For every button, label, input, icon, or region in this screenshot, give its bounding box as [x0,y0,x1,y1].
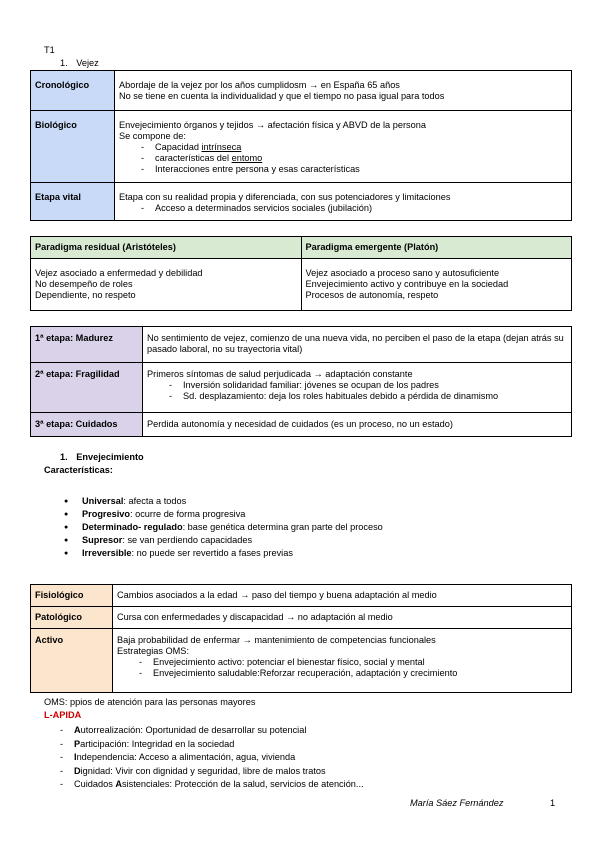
table-header-row [31,237,572,259]
list-item: - Envejecimiento activo: potenciar el bienestar físico, social y mental [139,657,567,668]
table-row [31,363,572,413]
characteristics-list [60,496,383,561]
characteristics-label: Características: [44,465,113,475]
column-header: Paradigma residual (Aristóteles) [31,237,302,259]
row-label: 2ª etapa: Fragilidad [31,363,143,413]
row-label: Cronológico [31,71,115,111]
list-item: - Inversión solidaridad familiar: jóvenes se ocupan de los padres [169,380,567,391]
text-line: Envejecimiento órganos y tejidos → afectación física y ABVD de la persona [119,120,426,130]
list-item: - Acceso a determinados servicios sociales (jubilación) [141,203,567,214]
vejez-perspectives-table [30,70,572,221]
sub-list [119,203,567,214]
section-heading-envejecimiento [60,452,144,463]
list-item: ● Supresor: se van perdiendo capacidades [60,535,383,548]
document-tag: T1 [44,45,55,55]
list-item: - Envejecimiento saludable:Reforzar recuperación, adaptación y crecimiento [139,668,567,679]
list-item: - características del entomo [141,153,567,164]
sub-list [117,657,567,679]
section-heading-vejez [60,58,99,69]
table-row [31,607,572,629]
list-item: - Independencia: Acceso a alimentación, agua, vivienda [60,752,364,766]
row-label: 1ª etapa: Madurez [31,327,143,363]
row-label: Biológico [31,111,115,183]
list-item: ● Progresivo: ocurre de forma progresiva [60,509,383,522]
list-item: ● Universal: afecta a todos [60,496,383,509]
list-item: ● Determinado- regulado: base genética determina gran parte del proceso [60,522,383,535]
lapida-title: L-APIDA [44,710,82,720]
heading-number: 1. [60,452,68,462]
heading-title: Envejecimiento [76,452,144,462]
list-item: - Cuidados Asistenciales: Protección de la salud, servicios de atención... [60,779,364,793]
list-item: - Capacidad intrínseca [141,142,567,153]
table-row [31,183,572,221]
table-row [31,111,572,183]
page-number: 1 [550,798,556,808]
row-label: Activo [31,629,113,693]
paradigm-table [30,236,572,311]
row-label: Etapa vital [31,183,115,221]
footer-author: María Sáez Fernández [410,798,504,808]
heading-number: 1. [60,58,68,68]
oms-note: OMS: ppios de atención para las personas mayores [44,697,256,707]
left-cell: Vejez asociado a enfermedad y debilidad No desempeño de roles Dependiente, no respeto [31,259,302,311]
column-header: Paradigma emergente (Platón) [301,237,572,259]
text-line: Se compone de: [119,131,186,141]
list-item: - Participación: Integridad en la sociedad [60,739,364,753]
text-line: No se tiene en cuenta la individualidad y que el tiempo no pasa igual para todos [119,91,445,101]
list-item: - Sd. desplazamiento: deja los roles habituales debido a pérdida de dinamismo [169,391,567,402]
table-row [31,71,572,111]
sub-list [147,380,567,402]
table-row [31,327,572,363]
row-content: Cursa con enfermedades y discapacidad → no adaptación al medio [113,607,572,629]
aging-types-table [30,584,572,693]
text-line: Abordaje de la vejez por los años cumplidosm → en España 65 años [119,80,400,90]
row-content [115,111,572,183]
right-cell: Vejez asociado a proceso sano y autosuficiente Envejecimiento activo y contribuye en la sociedad Procesos de autonomía, respeto [301,259,572,311]
list-item: - Dignidad: Vivir con dignidad y seguridad, libre de malos tratos [60,766,364,780]
table-row [31,629,572,693]
list-item: - Autorrealización: Oportunidad de desarrollar su potencial [60,725,364,739]
sub-list [119,142,567,175]
heading-title: Vejez [76,58,99,68]
row-content: Perdida autonomía y necesidad de cuidados (es un proceso, no un estado) [143,413,572,437]
row-content: Cambios asociados a la edad → paso del tiempo y buena adaptación al medio [113,585,572,607]
list-item: ● Irreversible: no puede ser revertido a fases previas [60,548,383,561]
list-item: - Interacciones entre persona y esas características [141,164,567,175]
row-label: Fisiológico [31,585,113,607]
text-line: Etapa con su realidad propia y diferenciada, con sus potenciadores y limitaciones [119,192,451,202]
row-label: Patológico [31,607,113,629]
lapida-list [40,725,364,793]
row-content [115,183,572,221]
table-row [31,259,572,311]
row-label: 3ª etapa: Cuidados [31,413,143,437]
table-row [31,585,572,607]
row-content [115,71,572,111]
row-content: Primeros síntomas de salud perjudicada → adaptación constante - Inversión solidaridad familiar: jóvenes se ocupan de los padres - Sd. desplazamiento: deja los roles habituales debido a pérdida de dinamismo [143,363,572,413]
row-content: Baja probabilidad de enfermar → mantenimiento de competencias funcionales Estrategias OMS: - Envejecimiento activo: potenciar el bienestar físico, social y mental - Envejecimiento saludable:Reforzar recuperación, adaptación y crecimiento [113,629,572,693]
row-content: No sentimiento de vejez, comienzo de una nueva vida, no perciben el paso de la etapa (dejan atrás su pasado laboral, no su trayectoria vital) [143,327,572,363]
table-row [31,413,572,437]
stages-table [30,326,572,437]
